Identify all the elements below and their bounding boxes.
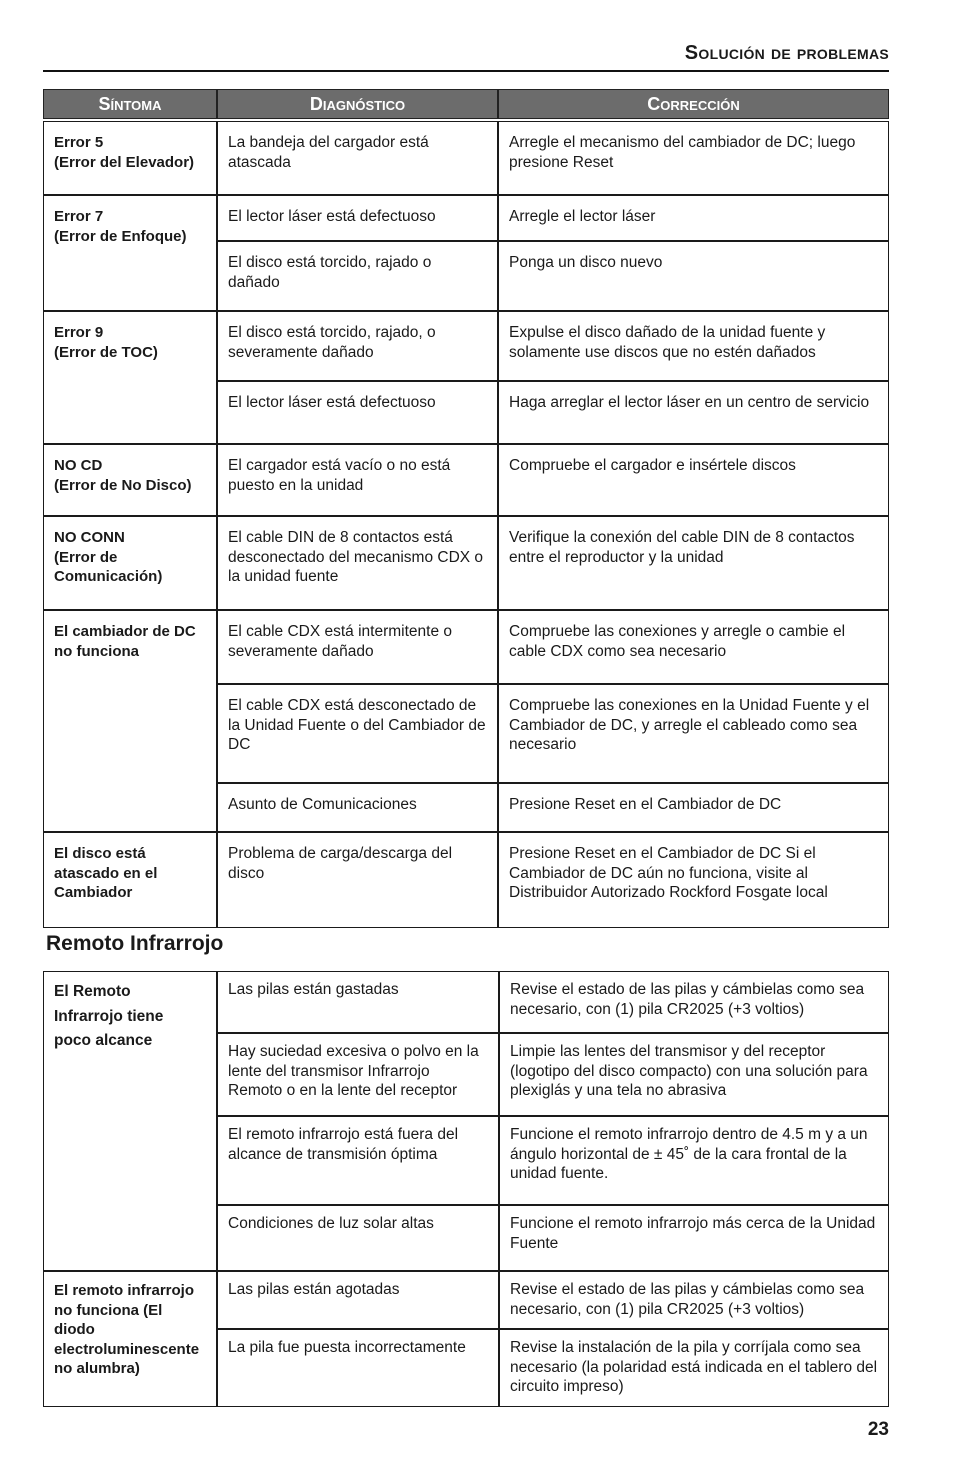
diagnosis-cell: Condiciones de luz solar altas xyxy=(217,1205,499,1271)
diagnosis-cell: Hay suciedad excesiva o polvo en la lente del transmisor Infrarrojo Remoto o en la lente del receptor xyxy=(217,1033,499,1116)
symptom-cell: NO CONN (Error de Comunicación) xyxy=(43,516,217,610)
diagnosis-cell: El lector láser está defectuoso xyxy=(217,381,498,444)
diagnosis-cell: Asunto de Comunicaciones xyxy=(217,783,498,832)
symptom-cell: Error 5 (Error del Elevador) xyxy=(43,121,217,195)
correction-cell: Funcione el remoto infrarrojo dentro de 4.5 m y a un ángulo horizontal de ± 45˚ de la cara frontal de la unidad fuente. xyxy=(499,1116,889,1205)
column-header-correction: Corrección xyxy=(498,89,889,119)
diagnosis-cell: El lector láser está defectuoso xyxy=(217,195,498,241)
correction-cell: Expulse el disco dañado de la unidad fuente y solamente use discos que no estén dañados xyxy=(498,311,889,381)
diagnosis-cell: El disco está torcido, rajado, o severamente dañado xyxy=(217,311,498,381)
section-title-infrared-remote: Remoto Infrarrojo xyxy=(46,932,224,955)
correction-cell: Revise la instalación de la pila y corríjala como sea necesario (la polaridad está indicada en el tablero del circuito impreso) xyxy=(499,1329,889,1407)
diagnosis-cell: La pila fue puesta incorrectamente xyxy=(217,1329,499,1407)
correction-cell: Ponga un disco nuevo xyxy=(498,241,889,311)
symptom-cell: El cambiador de DC no funciona xyxy=(43,610,217,832)
correction-cell: Arregle el mecanismo del cambiador de DC; luego presione Reset xyxy=(498,121,889,195)
diagnosis-cell: El cable CDX está intermitente o severamente dañado xyxy=(217,610,498,684)
correction-cell: Presione Reset en el Cambiador de DC Si el Cambiador de DC aún no funciona, visite al Distribuidor Autorizado Rockford Fosgate local xyxy=(498,832,889,928)
correction-cell: Compruebe el cargador e insértele discos xyxy=(498,444,889,516)
symptom-cell: NO CD (Error de No Disco) xyxy=(43,444,217,516)
correction-cell: Compruebe las conexiones y arregle o cambie el cable CDX como sea necesario xyxy=(498,610,889,684)
correction-cell: Arregle el lector láser xyxy=(498,195,889,241)
symptom-cell: El disco está atascado en el Cambiador xyxy=(43,832,217,928)
column-header-diagnosis: Diagnóstico xyxy=(217,89,498,119)
diagnosis-cell: El cable CDX está desconectado de la Unidad Fuente o del Cambiador de DC xyxy=(217,684,498,783)
title-rule xyxy=(43,70,889,72)
correction-cell: Presione Reset en el Cambiador de DC xyxy=(498,783,889,832)
column-header-symptom: Síntoma xyxy=(43,89,217,119)
page-number: 23 xyxy=(867,1419,889,1440)
diagnosis-cell: El remoto infrarrojo está fuera del alcance de transmisión óptima xyxy=(217,1116,499,1205)
correction-cell: Limpie las lentes del transmisor y del receptor (logotipo del disco compacto) con una solución para plexiglás y una tela no abrasiva xyxy=(499,1033,889,1116)
diagnosis-cell: El cable DIN de 8 contactos está desconectado del mecanismo CDX o la unidad fuente xyxy=(217,516,498,610)
diagnosis-cell: Las pilas están gastadas xyxy=(217,971,499,1033)
diagnosis-cell: Las pilas están agotadas xyxy=(217,1271,499,1329)
symptom-cell: El Remoto Infrarrojo tiene poco alcance xyxy=(43,971,217,1271)
diagnosis-cell: La bandeja del cargador está atascada xyxy=(217,121,498,195)
correction-cell: Compruebe las conexiones en la Unidad Fuente y el Cambiador de DC, y arregle el cableado como sea necesario xyxy=(498,684,889,783)
correction-cell: Revise el estado de las pilas y cámbielas como sea necesario, con (1) pila CR2025 (+3 voltios) xyxy=(499,1271,889,1329)
diagnosis-cell: El cargador está vacío o no está puesto en la unidad xyxy=(217,444,498,516)
diagnosis-cell: El disco está torcido, rajado o dañado xyxy=(217,241,498,311)
diagnosis-cell: Problema de carga/descarga del disco xyxy=(217,832,498,928)
correction-cell: Revise el estado de las pilas y cámbielas como sea necesario, con (1) pila CR2025 (+3 voltios) xyxy=(499,971,889,1033)
symptom-cell: Error 9 (Error de TOC) xyxy=(43,311,217,444)
correction-cell: Funcione el remoto infrarrojo más cerca de la Unidad Fuente xyxy=(499,1205,889,1271)
correction-cell: Verifique la conexión del cable DIN de 8 contactos entre el reproductor y la unidad xyxy=(498,516,889,610)
correction-cell: Haga arreglar el lector láser en un centro de servicio xyxy=(498,381,889,444)
symptom-cell: Error 7 (Error de Enfoque) xyxy=(43,195,217,311)
page-title: Solución de problemas xyxy=(684,42,889,64)
symptom-cell: El remoto infrarrojo no funciona (El diodo electroluminescente no alumbra) xyxy=(43,1271,217,1407)
